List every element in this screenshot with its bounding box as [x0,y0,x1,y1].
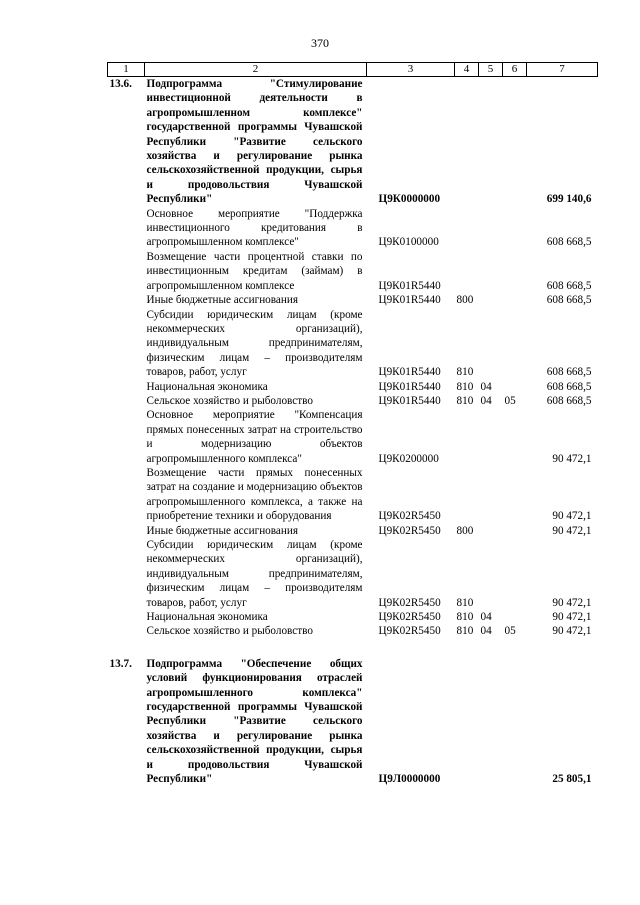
expense-type: 810 [456,394,474,407]
target-article-code: Ц9К01R5440 [378,294,441,307]
table-row [108,250,598,293]
table-body [108,77,598,787]
header-col-1: 1 [108,63,145,77]
row-number [108,624,145,638]
table-row [108,538,598,610]
amount: 608 668,5 [546,380,592,393]
subsection [503,610,527,624]
amount: 90 472,1 [552,625,592,638]
section [479,524,503,538]
row-number [108,308,145,380]
target-article-code: Ц9К01R5440 [378,380,441,393]
target-article-code: Ц9К0000000 [378,193,441,206]
budget-table [107,62,598,787]
row-number [108,538,145,610]
row-number [108,380,145,394]
section [479,77,503,207]
target-article-code: Ц9Л0000000 [378,773,441,786]
target-article-code: Ц9К02R5450 [378,510,441,523]
target-article-code: Ц9К02R5450 [378,596,441,609]
expense-type [455,207,479,250]
spacer-row [108,639,598,657]
amount: 608 668,5 [546,294,592,307]
row-name: Национальная экономика [146,380,268,393]
row-name: Сельское хозяйство и рыболовство [146,625,313,638]
section [479,308,503,380]
header-col-2: 2 [145,63,367,77]
subsection [503,380,527,394]
subsection [503,207,527,250]
target-article-code: Ц9К02R5450 [378,625,441,638]
row-name: Национальная экономика [146,611,268,624]
row-name: Основное мероприятие "Поддержка инвестиционного кредитования в агропромышленном комплексе" [146,207,363,249]
subsection [503,250,527,293]
expense-type [455,657,479,787]
target-article-code: Ц9К0200000 [378,452,439,465]
target-article-code: Ц9К01R5440 [378,394,441,407]
amount: 90 472,1 [552,524,592,537]
expense-type: 810 [456,380,474,393]
subsection [503,308,527,380]
section [479,466,503,524]
expense-type: 810 [456,611,474,624]
header-col-7: 7 [527,63,598,77]
amount: 90 472,1 [552,510,592,523]
expense-type [455,466,479,524]
expense-type: 810 [456,366,474,379]
expense-type [455,408,479,466]
section [479,657,503,787]
page-number: 370 [311,36,329,50]
subsection [503,524,527,538]
subsection [503,293,527,307]
section: 04 [480,394,492,407]
table-row [108,524,598,538]
table-row [108,380,598,394]
expense-type: 800 [456,524,474,537]
target-article-code: Ц9К01R5440 [378,279,441,292]
subsection [503,466,527,524]
amount: 608 668,5 [546,279,592,292]
row-name: Возмещение части прямых понесенных затрат на создание и модернизацию объектов агропромышленного комплекса, а также на приобретение техники и оборудования [146,466,363,523]
expense-type: 800 [456,294,474,307]
amount: 608 668,5 [546,236,592,249]
section: 04 [480,380,492,393]
section [479,293,503,307]
section: 04 [480,611,492,624]
expense-type: 810 [456,625,474,638]
row-number [108,394,145,408]
section: 04 [480,625,492,638]
row-name: Сельское хозяйство и рыболовство [146,394,313,407]
row-name: Субсидии юридическим лицам (кроме некоммерческих организаций), индивидуальным предпринимателям, физическим лицам – производителям товаров, работ, услуг [146,308,363,379]
table-row [108,408,598,466]
row-name: Иные бюджетные ассигнования [146,294,298,307]
subsection [503,538,527,610]
target-article-code: Ц9К0100000 [378,236,439,249]
table-row [108,466,598,524]
subsection [503,657,527,787]
row-name: Субсидии юридическим лицам (кроме некоммерческих организаций), индивидуальным предпринимателям, физическим лицам – производителям товаров, работ, услуг [146,539,363,609]
table-row [108,207,598,250]
amount: 25 805,1 [552,773,592,786]
amount: 90 472,1 [552,452,592,465]
table-row [108,610,598,624]
header-col-6: 6 [503,63,527,77]
row-number: 13.6. [109,78,132,90]
amount: 699 140,6 [546,193,592,206]
row-number: 13.7. [109,657,132,670]
row-number [108,250,145,293]
row-number [108,610,145,624]
row-number [108,408,145,466]
expense-type: 810 [456,596,474,609]
table-row [108,293,598,307]
expense-type [455,77,479,207]
table-row [108,624,598,638]
subsection [503,408,527,466]
section [479,538,503,610]
row-number [108,524,145,538]
row-number [108,207,145,250]
target-article-code: Ц9К01R5440 [378,366,441,379]
section [479,408,503,466]
table-row [108,394,598,408]
amount: 608 668,5 [546,394,592,407]
amount: 90 472,1 [552,596,592,609]
amount: 90 472,1 [552,611,592,624]
subsection [503,77,527,207]
table-row [108,308,598,380]
subsection: 05 [504,625,516,638]
target-article-code: Ц9К02R5450 [378,524,441,537]
row-number [108,293,145,307]
expense-type [455,250,479,293]
row-name: Основное мероприятие "Компенсация прямых понесенных затрат на строительство и модернизацию объектов агропромышленного комплекса" [146,409,363,465]
table-row [108,657,598,787]
row-name: Подпрограмма "Обеспечение общих условий функционирования отраслей агропромышленного комплекса" государственной программы Чувашской Республики "Развитие сельского хозяйства и регулирование рынка сельскохозяйственной продукции, сырья и продовольствия Чувашской Республики" [146,657,363,786]
row-name: Возмещение части процентной ставки по инвестиционным кредитам (займам) в агропромышленном комплексе [146,250,363,292]
table-header [108,63,598,77]
header-col-5: 5 [479,63,503,77]
section [479,250,503,293]
header-col-3: 3 [367,63,455,77]
target-article-code: Ц9К02R5450 [378,611,441,624]
row-name: Подпрограмма "Стимулирование инвестиционной деятельности в агропромышленном комплексе" государственной программы Чувашской Республики "Развитие сельского хозяйства и регулирование рынка сельскохозяйственной продукции, сырья и продовольствия Чувашской Республики" [146,78,363,206]
section [479,207,503,250]
spacer-cell [108,639,598,657]
row-name: Иные бюджетные ассигнования [146,524,298,537]
amount: 608 668,5 [546,366,592,379]
subsection: 05 [504,394,516,407]
header-col-4: 4 [455,63,479,77]
table-row [108,77,598,207]
row-number [108,466,145,524]
